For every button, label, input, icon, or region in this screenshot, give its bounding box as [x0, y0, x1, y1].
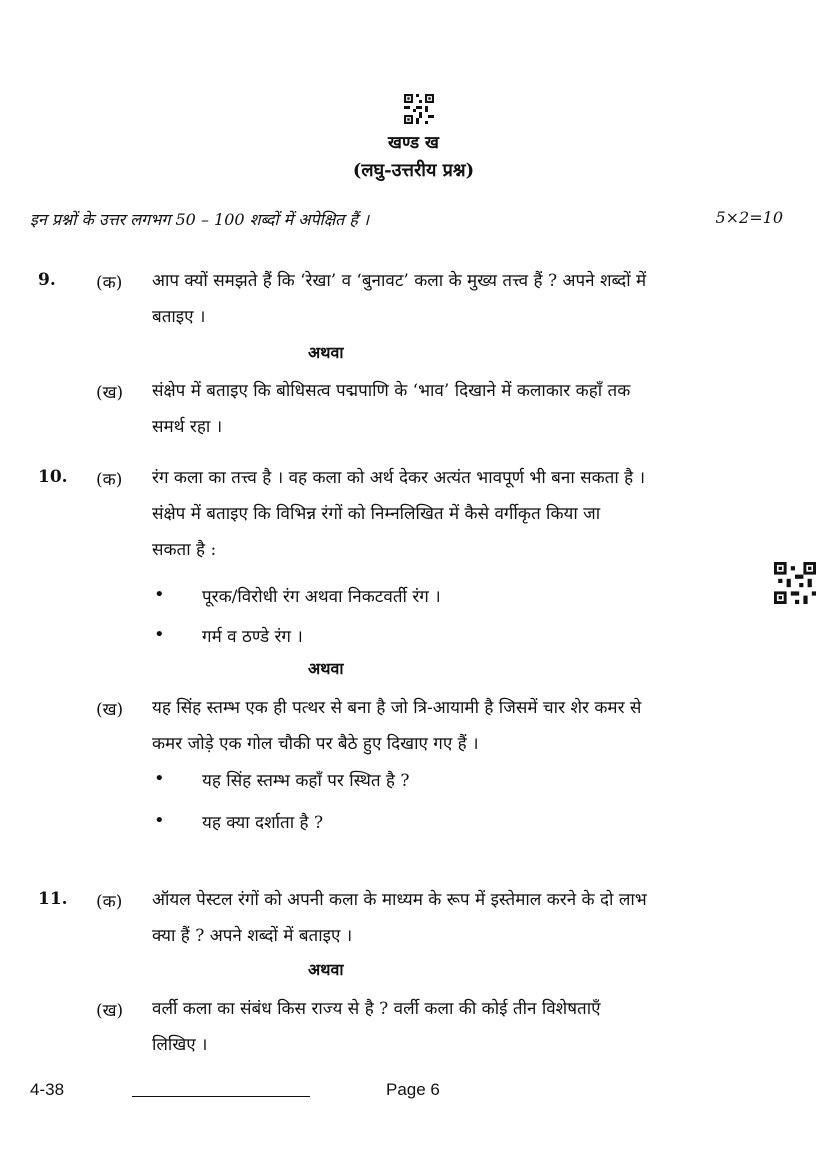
sub-label: (क): [96, 273, 123, 293]
bullet-icon: •: [154, 810, 165, 831]
bullet-icon: •: [154, 584, 165, 605]
paper-code: 4-38: [30, 1080, 65, 1099]
bullet-text: पूरक/विरोधी रंग अथवा निकटवर्ती रंग ।: [202, 587, 441, 607]
sub-label: (ख): [96, 700, 124, 720]
question-number: 10.: [38, 467, 68, 487]
section-subtitle: (लघु-उत्तरीय प्रश्न): [352, 160, 475, 181]
page-number: Page 6: [386, 1080, 440, 1099]
or-label: अथवा: [308, 659, 344, 678]
question-text: [152, 373, 782, 445]
text-line: ऑयल पेस्टल रंगों को अपनी कला के माध्यम के रूप में इस्तेमाल करने के दो लाभ: [152, 890, 647, 910]
sub-label: (क): [96, 892, 123, 912]
question-text: [152, 690, 782, 762]
question-number: 9.: [38, 270, 56, 290]
text-line: यह सिंह स्तम्भ एक ही पत्थर से बना है जो त्रि-आयामी है जिसमें चार शेर कमर से: [152, 698, 642, 718]
bullet-icon: •: [154, 768, 165, 789]
bullet-text: यह सिंह स्तम्भ कहाँ पर स्थित है ?: [202, 771, 410, 791]
sub-label: (क): [96, 470, 123, 490]
text-line: रंग कला का तत्त्व है । वह कला को अर्थ देकर अत्यंत भावपूर्ण भी बना सकता है ।: [152, 468, 646, 488]
question-number: 11.: [38, 889, 68, 909]
bullet-text: गर्म व ठण्डे रंग ।: [202, 627, 303, 647]
text-line: सकता है :: [152, 540, 217, 560]
instruction-text: इन प्रश्नों के उत्तर लगभग 50 – 100 शब्दों में अपेक्षित हैं ।: [30, 210, 370, 229]
qr-code-icon: [404, 94, 434, 124]
bullet-icon: •: [154, 624, 165, 645]
text-line: क्या हैं ? अपने शब्दों में बताइए ।: [152, 926, 353, 946]
text-line: लिखिए ।: [152, 1035, 208, 1055]
marks-label: 5×2=10: [715, 208, 783, 227]
or-label: अथवा: [308, 960, 344, 979]
text-line: संक्षेप में बताइए कि विभिन्न रंगों को निम्नलिखित में कैसे वर्गीकृत किया जा: [152, 504, 601, 524]
text-line: वर्ली कला का संबंध किस राज्य से है ? वर्ली कला की कोई तीन विशेषताएँ: [152, 999, 601, 1019]
question-text: [152, 882, 782, 954]
text-line: समर्थ रहा ।: [152, 417, 223, 437]
sub-label: (ख): [96, 383, 124, 403]
question-text: [152, 460, 782, 568]
text-line: कमर जोड़े एक गोल चौकी पर बैठे हुए दिखाए गए हैं ।: [152, 734, 479, 754]
section-title: खण्ड ख: [388, 133, 439, 153]
footer-divider: [132, 1096, 310, 1097]
bullet-text: यह क्या दर्शाता है ?: [202, 813, 324, 833]
sub-label: (ख): [96, 1001, 124, 1021]
text-line: आप क्यों समझते हैं कि ‘रेखा’ व ‘बुनावट’ कला के मुख्य तत्त्व हैं ? अपने शब्दों में: [152, 271, 647, 291]
question-text: [152, 991, 782, 1063]
text-line: बताइए ।: [152, 307, 206, 327]
text-line: संक्षेप में बताइए कि बोधिसत्व पद्मपाणि के ‘भाव’ दिखाने में कलाकार कहाँ तक: [152, 381, 631, 401]
question-text: [152, 263, 782, 335]
qr-code-icon: [774, 562, 816, 604]
or-label: अथवा: [308, 343, 344, 362]
